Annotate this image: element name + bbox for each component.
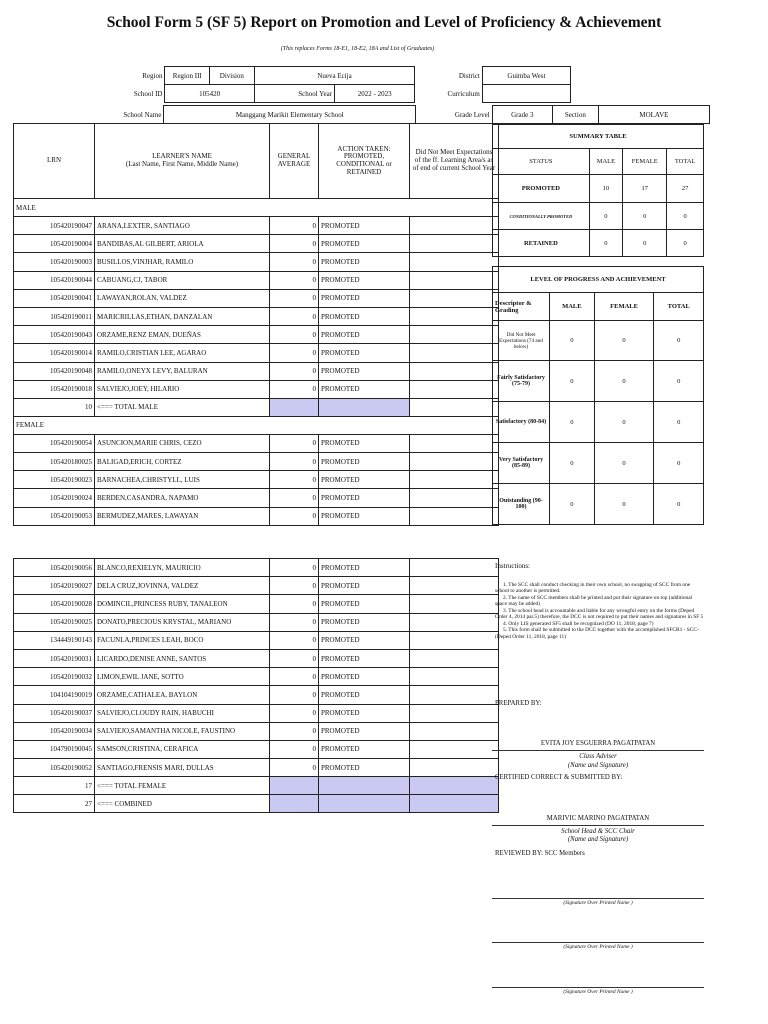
school-name-label: School Name xyxy=(123,110,162,119)
learner-dnm xyxy=(410,507,499,525)
learner-lrn: 105420190018 xyxy=(14,380,95,398)
learner-dnm xyxy=(410,489,499,507)
instruction-item: 1. The SCC shall conduct checking in their own school, no swapping of SCC from one school to another is permitted. xyxy=(495,582,691,595)
total-male-dnm xyxy=(410,398,499,416)
learner-name: ORZAME,CATHALEA, BAYLON xyxy=(95,686,270,704)
progress-total: 0 xyxy=(654,402,704,443)
learner-action: PROMOTED xyxy=(319,759,410,777)
progress-desc: Did Not Meet Expectations (74 and below) xyxy=(493,321,550,361)
learner-lrn: 105420190052 xyxy=(14,759,95,777)
learner-dnm xyxy=(410,649,499,667)
learner-action: PROMOTED xyxy=(319,559,410,577)
learner-name: ORZAME,RENZ EMAN, DUEÑAS xyxy=(95,326,270,344)
learner-average: 0 xyxy=(270,686,319,704)
progress-desc: Fairly Satisfactory (75-79) xyxy=(493,361,550,402)
learner-name: BERMUDEZ,MARES, LAWAYAN xyxy=(95,507,270,525)
learner-row xyxy=(14,289,499,307)
learner-lrn: 134449190143 xyxy=(14,631,95,649)
learner-lrn: 104104190019 xyxy=(14,686,95,704)
adviser-name: EVITA JOY ESGUERRA PAGATPATAN xyxy=(540,740,656,747)
learner-dnm xyxy=(410,722,499,740)
learner-dnm xyxy=(410,759,499,777)
learner-name: FACUNLA,PRINCES LEAH, BOCO xyxy=(95,631,270,649)
learner-name: BANDIBAS,AL GILBERT, ARIOLA xyxy=(95,235,270,253)
division-value: Nueva Ecija xyxy=(254,67,415,85)
progress-header-total: TOTAL xyxy=(654,293,704,321)
learner-name: SAMSON,CRISTINA, CERAFICA xyxy=(95,740,270,758)
learner-average: 0 xyxy=(270,434,319,452)
learner-row xyxy=(14,217,499,235)
learner-average: 0 xyxy=(270,307,319,325)
combined-action xyxy=(319,795,410,813)
progress-female: 0 xyxy=(594,484,654,525)
learner-row xyxy=(14,704,499,722)
district-value: Guimba West xyxy=(482,67,570,85)
learner-name: LICARDO,DENISE ANNE, SANTOS xyxy=(95,649,270,667)
learner-row xyxy=(14,344,499,362)
learner-average: 0 xyxy=(270,577,319,595)
learner-row xyxy=(14,434,499,452)
learner-row xyxy=(14,759,499,777)
learner-action: PROMOTED xyxy=(319,507,410,525)
summary-header-total: TOTAL xyxy=(667,149,704,175)
learner-action: PROMOTED xyxy=(319,649,410,667)
progress-male: 0 xyxy=(550,402,595,443)
learner-average: 0 xyxy=(270,453,319,471)
instructions-title: Instructions: xyxy=(495,562,530,570)
learner-dnm xyxy=(410,344,499,362)
learner-name: DOMINCIL,PRINCESS RUBY, TANALEON xyxy=(95,595,270,613)
learner-lrn: 104790190045 xyxy=(14,740,95,758)
learners-table-2 xyxy=(13,558,499,813)
learner-row xyxy=(14,740,499,758)
learner-dnm xyxy=(410,235,499,253)
learner-row xyxy=(14,668,499,686)
learner-action: PROMOTED xyxy=(319,740,410,758)
learner-average: 0 xyxy=(270,326,319,344)
learner-name: RAMILO,ONEYX LEVY, BALURAN xyxy=(95,362,270,380)
learner-average: 0 xyxy=(270,344,319,362)
learner-lrn: 105420190043 xyxy=(14,326,95,344)
progress-header-female: FEMALE xyxy=(594,293,654,321)
learner-dnm xyxy=(410,217,499,235)
learner-name: BLANCO,REXIELYN, MAURICIO xyxy=(95,559,270,577)
school-year-label: School Year xyxy=(298,89,333,98)
adviser-note: (Name and Signature) xyxy=(567,762,629,769)
learner-average: 0 xyxy=(270,271,319,289)
learner-action: PROMOTED xyxy=(319,686,410,704)
region-label: Region xyxy=(142,71,163,80)
learner-average: 0 xyxy=(270,217,319,235)
school-id-label: School ID xyxy=(133,89,163,98)
learner-lrn: 105420190027 xyxy=(14,577,95,595)
instructions-list xyxy=(495,582,705,640)
col-average: GENERAL AVERAGE xyxy=(270,124,319,199)
learner-action: PROMOTED xyxy=(319,613,410,631)
learner-dnm xyxy=(410,668,499,686)
learner-row xyxy=(14,559,499,577)
learner-average: 0 xyxy=(270,759,319,777)
female-section-label: FEMALE xyxy=(14,416,499,434)
learner-average: 0 xyxy=(270,471,319,489)
learner-dnm xyxy=(410,686,499,704)
learner-dnm xyxy=(410,307,499,325)
learner-dnm xyxy=(410,434,499,452)
total-female-dnm xyxy=(410,777,499,795)
learner-dnm xyxy=(410,380,499,398)
learner-dnm xyxy=(410,326,499,344)
learner-lrn: 105420190044 xyxy=(14,271,95,289)
learner-name: SALVIEJO,JOEY, HILARIO xyxy=(95,380,270,398)
summary-female: 0 xyxy=(623,230,667,257)
learner-name: BERDEN,CASANDRA, NAPAMO xyxy=(95,489,270,507)
learner-lrn: 105420190056 xyxy=(14,559,95,577)
progress-desc: Very Satisfactory (85-89) xyxy=(493,443,550,484)
learner-dnm xyxy=(410,704,499,722)
learner-name: ARANA,LEXTER, SANTIAGO xyxy=(95,217,270,235)
section-value: MOLAVE xyxy=(598,106,709,124)
progress-male: 0 xyxy=(550,361,595,402)
scc-signature-line-1 xyxy=(492,898,704,899)
learner-name: DELA CRUZ,JOVINNA, VALDEZ xyxy=(95,577,270,595)
learner-row xyxy=(14,271,499,289)
summary-row xyxy=(493,203,704,230)
progress-row xyxy=(493,361,704,402)
learner-dnm xyxy=(410,471,499,489)
learner-dnm xyxy=(410,362,499,380)
learner-dnm xyxy=(410,559,499,577)
total-female-label: <=== TOTAL FEMALE xyxy=(95,777,270,795)
learner-action: PROMOTED xyxy=(319,326,410,344)
learner-average: 0 xyxy=(270,649,319,667)
learner-row xyxy=(14,507,499,525)
scc-signature-line-2 xyxy=(492,942,704,943)
learner-row xyxy=(14,453,499,471)
summary-total: 0 xyxy=(667,230,704,257)
instruction-item: 4. Only LIS generated SF5 shall be recognized (DO 11, 2018, page 7) xyxy=(503,620,654,627)
learner-row xyxy=(14,722,499,740)
progress-total: 0 xyxy=(654,361,704,402)
learner-lrn: 105420190041 xyxy=(14,289,95,307)
learner-dnm xyxy=(410,631,499,649)
learner-row xyxy=(14,235,499,253)
instruction-item: 5. This form shall be submitted to the DCC together with the accomplished SFCR1 - SCC- (Deped Order 11, 2018, page 11) xyxy=(495,627,699,640)
learner-name: BARNACHEA,CHRISTYLL, LUIS xyxy=(95,471,270,489)
head-name: MARIVIC MARINO PAGATPATAN xyxy=(546,815,650,822)
learner-row xyxy=(14,686,499,704)
learner-name: SALVIEJO,CLOUDY RAIN, HABUCHI xyxy=(95,704,270,722)
learner-action: PROMOTED xyxy=(319,344,410,362)
learner-lrn: 105420190054 xyxy=(14,434,95,452)
learner-average: 0 xyxy=(270,489,319,507)
learner-row xyxy=(14,649,499,667)
summary-female: 17 xyxy=(623,175,667,203)
region-value: Region III xyxy=(165,67,210,85)
summary-header-female: FEMALE xyxy=(623,149,667,175)
summary-status: RETAINED xyxy=(493,230,590,257)
grade-level-label: Grade Level xyxy=(454,110,490,119)
learner-average: 0 xyxy=(270,704,319,722)
progress-total: 0 xyxy=(654,484,704,525)
learner-lrn: 105420190031 xyxy=(14,649,95,667)
learner-name: MARICRILLAS,ETHAN, DANZALAN xyxy=(95,307,270,325)
scc-signature-line-3 xyxy=(492,987,704,988)
learner-average: 0 xyxy=(270,722,319,740)
summary-header-status: STATUS xyxy=(493,149,590,175)
head-signature-line xyxy=(492,825,704,826)
learner-row xyxy=(14,613,499,631)
total-male-avg xyxy=(270,398,319,416)
header-info xyxy=(96,66,571,103)
combined-dnm xyxy=(410,795,499,813)
school-name-value: Manggang Marikit Elementary School xyxy=(164,106,416,124)
prepared-by-label: PREPARED BY: xyxy=(495,700,542,707)
total-male-label: <=== TOTAL MALE xyxy=(95,398,270,416)
learner-average: 0 xyxy=(270,380,319,398)
instruction-item: 3. The school head is accountable and liable for any wrongful entry on the forms (Deped Order 4, 2014 par.5) therefore, the DCC is not required to put their names and signatures in SF 5 xyxy=(495,607,704,621)
learner-row xyxy=(14,471,499,489)
progress-title: LEVEL OF PROGRESS AND ACHIEVEMENT xyxy=(493,267,704,293)
reviewed-by-label: REVIEWED BY: SCC Members xyxy=(495,850,585,857)
combined-count: 27 xyxy=(14,795,95,813)
learner-name: ASUNCION,MARIE CHRIS, CEZO xyxy=(95,434,270,452)
progress-row xyxy=(493,443,704,484)
summary-male: 0 xyxy=(589,230,622,257)
learner-lrn: 105420190048 xyxy=(14,362,95,380)
progress-male: 0 xyxy=(550,321,595,361)
summary-female: 0 xyxy=(623,203,667,230)
instructions xyxy=(495,562,705,640)
progress-female: 0 xyxy=(594,361,654,402)
learner-lrn: 105420190025 xyxy=(14,613,95,631)
summary-total: 0 xyxy=(667,203,704,230)
learner-average: 0 xyxy=(270,668,319,686)
learner-average: 0 xyxy=(270,235,319,253)
learner-dnm xyxy=(410,271,499,289)
col-name-sub: (Last Name, First Name, Middle Name) xyxy=(125,160,239,168)
summary-male: 10 xyxy=(589,175,622,203)
learner-action: PROMOTED xyxy=(319,217,410,235)
division-label: Division xyxy=(210,67,255,85)
learner-row xyxy=(14,380,499,398)
learner-action: PROMOTED xyxy=(319,307,410,325)
total-female-action xyxy=(319,777,410,795)
learner-action: PROMOTED xyxy=(319,471,410,489)
learner-name: DONATO,PRECIOUS KRYSTAL, MARIANO xyxy=(95,613,270,631)
learners-table-1 xyxy=(13,123,499,526)
learner-lrn: 105420190037 xyxy=(14,704,95,722)
school-year-value: 2022 - 2023 xyxy=(335,85,415,102)
learner-lrn: 105420190034 xyxy=(14,722,95,740)
curriculum-value xyxy=(482,85,570,103)
learner-lrn: 105420190014 xyxy=(14,344,95,362)
head-note: (Name and Signature) xyxy=(567,836,629,843)
learner-lrn: 105420190003 xyxy=(14,253,95,271)
learner-average: 0 xyxy=(270,595,319,613)
scc-signature-caption-3: (Signature Over Printed Name ) xyxy=(563,989,633,995)
col-name-title: LEARNER'S NAME xyxy=(152,152,212,161)
learner-lrn: 105420190032 xyxy=(14,668,95,686)
learner-dnm xyxy=(410,740,499,758)
progress-header-male: MALE xyxy=(550,293,595,321)
total-male-action xyxy=(319,398,410,416)
learner-average: 0 xyxy=(270,559,319,577)
col-lrn: LRN xyxy=(14,124,95,199)
page-title: School Form 5 (SF 5) Report on Promotion and Level of Proficiency & Achievement xyxy=(106,14,662,31)
learner-average: 0 xyxy=(270,289,319,307)
learner-row xyxy=(14,307,499,325)
learner-action: PROMOTED xyxy=(319,380,410,398)
total-female-avg xyxy=(270,777,319,795)
learner-name: SALVIEJO,SAMANTHA NICOLE, FAUSTINO xyxy=(95,722,270,740)
summary-male: 0 xyxy=(589,203,622,230)
col-dnm: Did Not Meet Expectations of the ff. Learning Area/s as of end of current School Year xyxy=(410,124,499,199)
learner-action: PROMOTED xyxy=(319,489,410,507)
progress-table xyxy=(492,266,704,525)
learner-name: RAMILO,CRISTIAN LEE, AGARAO xyxy=(95,344,270,362)
learner-average: 0 xyxy=(270,613,319,631)
learner-lrn: 105420190023 xyxy=(14,471,95,489)
learner-action: PROMOTED xyxy=(319,631,410,649)
summary-row xyxy=(493,175,704,203)
learner-action: PROMOTED xyxy=(319,271,410,289)
learner-action: PROMOTED xyxy=(319,668,410,686)
page-subtitle: (This replaces Forms 18-E1, 18-E2, 18A and List of Graduates) xyxy=(280,46,435,52)
learner-name: SANTIAGO,FRENSIS MARI, DULLAS xyxy=(95,759,270,777)
learner-action: PROMOTED xyxy=(319,453,410,471)
learner-action: PROMOTED xyxy=(319,434,410,452)
summary-header-male: MALE xyxy=(589,149,622,175)
learner-row xyxy=(14,253,499,271)
progress-female: 0 xyxy=(594,402,654,443)
learner-row xyxy=(14,489,499,507)
learner-name: BUSILLOS,VINJHAR, RAMILO xyxy=(95,253,270,271)
progress-female: 0 xyxy=(594,321,654,361)
summary-total: 27 xyxy=(667,175,704,203)
adviser-signature-line xyxy=(492,750,704,751)
learner-dnm xyxy=(410,253,499,271)
curriculum-label: Curriculum xyxy=(447,89,480,98)
summary-status: PROMOTED xyxy=(493,175,590,203)
summary-row xyxy=(493,230,704,257)
learner-lrn: 105420190028 xyxy=(14,595,95,613)
progress-female: 0 xyxy=(594,443,654,484)
learner-average: 0 xyxy=(270,362,319,380)
combined-label: <=== COMBINED xyxy=(95,795,270,813)
learner-average: 0 xyxy=(270,631,319,649)
learner-row xyxy=(14,595,499,613)
learner-dnm xyxy=(410,595,499,613)
progress-total: 0 xyxy=(654,443,704,484)
progress-row xyxy=(493,321,704,361)
learner-action: PROMOTED xyxy=(319,595,410,613)
adviser-role: Class Adviser xyxy=(579,753,617,760)
learner-action: PROMOTED xyxy=(319,704,410,722)
learner-lrn: 105420180025 xyxy=(14,453,95,471)
district-label: District xyxy=(458,71,480,80)
learner-dnm xyxy=(410,289,499,307)
progress-desc: Outstanding (90-100) xyxy=(493,484,550,525)
progress-male: 0 xyxy=(550,484,595,525)
col-name xyxy=(95,124,270,199)
learner-lrn: 105420190004 xyxy=(14,235,95,253)
learner-average: 0 xyxy=(270,507,319,525)
head-role: School Head & SCC Chair xyxy=(561,828,635,835)
learner-action: PROMOTED xyxy=(319,577,410,595)
male-section-label: MALE xyxy=(14,199,499,217)
grade-level-value: Grade 3 xyxy=(492,106,552,124)
learner-lrn: 105420190047 xyxy=(14,217,95,235)
learner-action: PROMOTED xyxy=(319,235,410,253)
progress-total: 0 xyxy=(654,321,704,361)
school-id-value: 105420 xyxy=(165,85,254,103)
learner-name: LAWAYAN,ROLAN, VALDEZ xyxy=(95,289,270,307)
progress-row xyxy=(493,484,704,525)
section-label: Section xyxy=(552,106,598,124)
learner-average: 0 xyxy=(270,740,319,758)
instruction-item: 2. The name of SCC members shall be printed and put their signature on top (additional space may be added) xyxy=(495,594,693,608)
learner-row xyxy=(14,326,499,344)
learner-action: PROMOTED xyxy=(319,722,410,740)
header-info-2 xyxy=(96,105,710,124)
learner-name: CABUANG,CJ, TABOR xyxy=(95,271,270,289)
learner-action: PROMOTED xyxy=(319,289,410,307)
learner-row xyxy=(14,362,499,380)
summary-title: SUMMARY TABLE xyxy=(493,125,704,149)
col-action: ACTION TAKEN: PROMOTED, CONDITIONAL or RETAINED xyxy=(319,124,410,199)
learner-dnm xyxy=(410,613,499,631)
scc-signature-caption-2: (Signature Over Printed Name ) xyxy=(563,944,633,950)
learner-action: PROMOTED xyxy=(319,362,410,380)
learner-lrn: 105420190053 xyxy=(14,507,95,525)
learner-row xyxy=(14,577,499,595)
learner-action: PROMOTED xyxy=(319,253,410,271)
total-male-count: 10 xyxy=(14,398,95,416)
combined-avg xyxy=(270,795,319,813)
learner-lrn: 105420190024 xyxy=(14,489,95,507)
learner-average: 0 xyxy=(270,253,319,271)
learner-dnm xyxy=(410,577,499,595)
scc-signature-caption-1: (Signature Over Printed Name ) xyxy=(563,900,633,906)
summary-status: CONDITIONALLY PROMOTED xyxy=(493,203,590,230)
progress-male: 0 xyxy=(550,443,595,484)
learner-dnm xyxy=(410,453,499,471)
learner-row xyxy=(14,631,499,649)
progress-header-desc: Descriptor & Grading xyxy=(493,293,550,321)
progress-desc: Satisfactory (80-84) xyxy=(493,402,550,443)
summary-table xyxy=(492,124,704,257)
learner-name: BALIGAD,ERICH, CORTEZ xyxy=(95,453,270,471)
certified-by-label: CERTIFIED CORRECT & SUBMITTED BY: xyxy=(495,774,623,781)
total-female-count: 17 xyxy=(14,777,95,795)
progress-row xyxy=(493,402,704,443)
learner-lrn: 105420190011 xyxy=(14,307,95,325)
learner-name: LIMON,EWIL JANE, SOTTO xyxy=(95,668,270,686)
